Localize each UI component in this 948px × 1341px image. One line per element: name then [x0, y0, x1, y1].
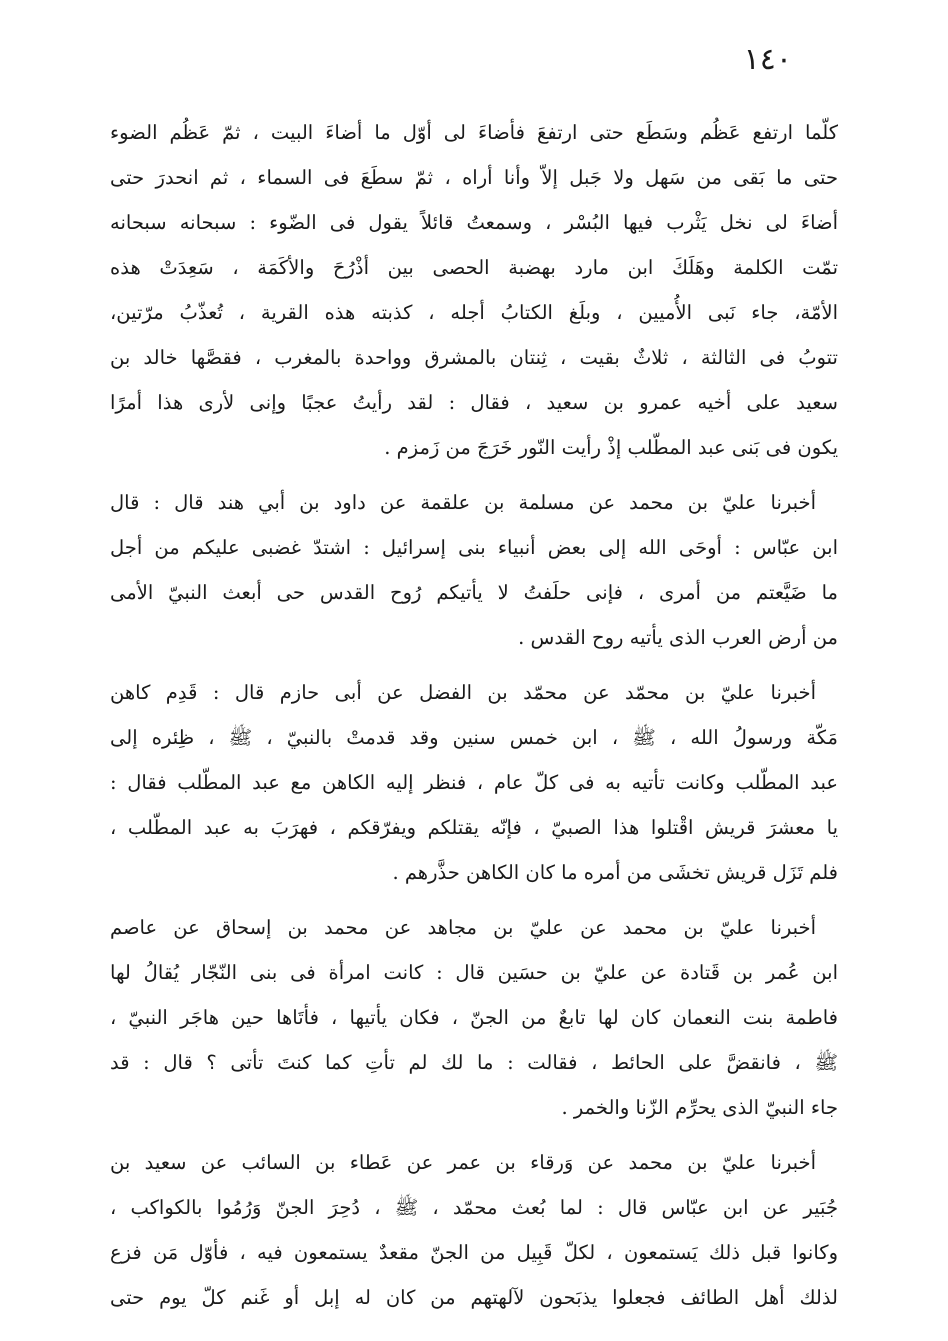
text-line: سعيد على أخيه عمرو بن سعيد ، فقال : لقد رأيتُ عجبًا وإنى لأرى هذا أمرًا	[110, 391, 838, 414]
text-line: ابن عُمر بن قَتادة عن عليّ بن حسَين قال : كانت امرأة فى بنى النّجّار يُقالُ لها	[110, 961, 838, 984]
text-line: وكانوا قبل ذلك يَستمعون ، لكلّ قَبِيل من الجنّ مقعدٌ يستمعون فيه ، فأوّل مَن فزع	[110, 1241, 838, 1264]
text-line: يكون فى بَنى عبد المطّلب إذْ رأيت النّور خَرَجَ من زَمزم .	[384, 436, 838, 459]
text-line: ابن عبّاس : أوحَى الله إلى بعض أنبياء بنى إسرائيل : اشتدّ غضبى عليكم من أجل	[110, 536, 838, 559]
paragraph	[110, 905, 838, 1130]
text-line: أخبرنا عليّ بن محمّد عن محمّد بن الفضل عن أبى حازم قال : قَدِم كاهن	[110, 681, 816, 704]
text-line: فاطمة بنت النعمان كان لها تابعٌ من الجنّ ، فكان يأتيها ، فأتَاها حين هاجَر النبيّ ،	[110, 1006, 838, 1029]
paragraph	[110, 670, 838, 895]
main-text	[110, 110, 838, 1320]
page-number: ١٤٠	[743, 42, 792, 77]
text-line: أخبرنا عليّ بن محمد عن وَرقاء بن عمر عن عَطاء بن السائب عن سعيد بن	[110, 1151, 816, 1174]
text-line: فلم تَزَل قريش تخشَى من أمره ما كان الكاهن حذَّرهم .	[392, 861, 838, 884]
text-line: يا معشرَ قريش اقْتلوا هذا الصبيّ ، فإنّه يقتلكم ويفرّقكم ، فهرَبَ به عبد المطّلب ،	[110, 816, 838, 839]
paragraph	[110, 480, 838, 660]
text-line: جُبَير عن ابن عبّاس قال : لما بُعث محمّد ، ﷺ ، دُحِرَ الجنّ وَرُمُوا بالكواكب ،	[110, 1196, 838, 1219]
text-line: لذلك أهل الطائف فجعلوا يذبَحون لآلهتهم من كان له إبل أو غَنم كلّ يوم حتى	[110, 1286, 838, 1309]
text-line: تمّت الكلمة وهَلَكَ ابن مارد بهضبة الحصى بين أذْرُحَ والأكَمَة ، سَعِدَتْ هذه	[110, 256, 838, 279]
text-line: ﷺ ، فانقضَّ على الحائط ، فقالت : ما لك لم تأتِ كما كنتَ تأتى ؟ قال : قد	[110, 1051, 838, 1074]
text-line: أخبرنا عليّ بن محمد عن مسلمة بن علقمة عن داود بن أبي هند قال : قال	[110, 491, 816, 514]
text-line: الأمّة، جاء نَبى الأُميين ، وبلَغ الكتابُ أجله ، كذبته هذه القرية ، تُعذّبُ مرّتين،	[110, 301, 838, 324]
text-line: كلّما ارتفع عَظُم وسَطَع حتى ارتفعَ فأضاءَ لى أوّل ما أضاءَ البيت ، ثمّ عَظُم الضوء	[110, 121, 838, 144]
text-line: من أرض العرب الذى يأتيه روح القدس .	[518, 626, 838, 649]
paragraph	[110, 110, 838, 470]
text-line: حتى ما بَقى من سَهل ولا جَبل إلاّ وأنا أراه ، ثمّ سطَعَ فى السماء ، ثم انحدرَ حتى	[110, 166, 838, 189]
text-line: عبد المطّلب وكانت تأتيه به فى كلّ عام ، فنظر إليه الكاهن مع عبد المطّلب فقال :	[110, 771, 838, 794]
text-line: جاء النبيّ الذى يحرِّم الزّنا والخمر .	[561, 1096, 838, 1119]
text-line: أخبرنا عليّ بن محمد عن عليّ بن مجاهد عن محمد بن إسحاق عن عاصم	[110, 916, 816, 939]
text-line: أضاءَ لى نخل يَثْرب فيها البُسْر ، وسمعتُ قائلاً يقول فى الضّوء : سبحانه سبحانه	[110, 211, 838, 234]
text-line: مَكّة ورسولُ الله ، ﷺ ، ابن خمس سنين وقد قدمتْ بالنبيّ ، ﷺ ، ظِئره إلى	[110, 726, 838, 749]
text-line: تتوبُ فى الثالثة ، ثلاثٌ بقيت ، ثِنتان بالمشرق وواحدة بالمغرب ، فقصَّها خالد بن	[110, 346, 838, 369]
paragraph	[110, 1140, 838, 1320]
text-line: ما ضَيَّعتم من أمرى ، فإنى حلَفتُ لا يأتيكم رُوح القدس حى أبعث النبيّ الأمى	[110, 581, 838, 604]
